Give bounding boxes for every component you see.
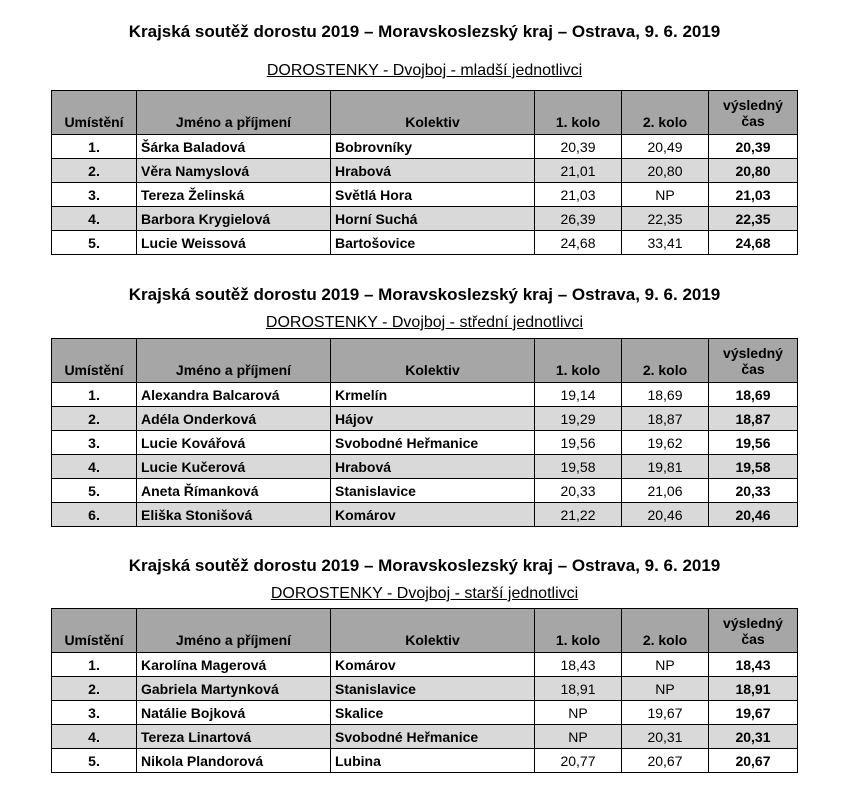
cell-final: 18,69 (709, 383, 798, 407)
cell-name: Šárka Baladová (137, 135, 331, 159)
cell-round2: NP (622, 183, 709, 207)
cell-round2: 19,62 (622, 431, 709, 455)
cell-team: Horní Suchá (331, 207, 535, 231)
cell-round1: 24,68 (535, 231, 622, 255)
header-round1: 1. kolo (535, 91, 622, 135)
cell-rank: 1. (52, 383, 137, 407)
header-final (709, 609, 798, 653)
cell-final: 21,03 (709, 183, 798, 207)
header-round2: 2. kolo (622, 609, 709, 653)
cell-rank: 2. (52, 159, 137, 183)
cell-round2: 19,81 (622, 455, 709, 479)
cell-round1: 21,03 (535, 183, 622, 207)
cell-round1: 21,22 (535, 503, 622, 527)
cell-final: 24,68 (709, 231, 798, 255)
cell-round2: 20,80 (622, 159, 709, 183)
table-row (52, 653, 798, 677)
table-body (52, 135, 798, 255)
results-table (51, 338, 798, 527)
table-row (52, 431, 798, 455)
cell-rank: 6. (52, 503, 137, 527)
cell-name: Gabriela Martynková (137, 677, 331, 701)
cell-round1: 20,33 (535, 479, 622, 503)
cell-rank: 4. (52, 725, 137, 749)
cell-round1: 20,39 (535, 135, 622, 159)
table-header-row (52, 339, 798, 383)
cell-team: Bobrovníky (331, 135, 535, 159)
section-title: Krajská soutěž dorostu 2019 – Moravskoslezský kraj – Ostrava, 9. 6. 2019 (128, 556, 721, 575)
cell-rank: 1. (52, 653, 137, 677)
cell-final: 20,33 (709, 479, 798, 503)
cell-final: 18,87 (709, 407, 798, 431)
cell-round1: 19,56 (535, 431, 622, 455)
cell-rank: 4. (52, 207, 137, 231)
cell-round1: NP (535, 701, 622, 725)
table-row (52, 677, 798, 701)
cell-team: Skalice (331, 701, 535, 725)
table-header-row (52, 609, 798, 653)
header-round1: 1. kolo (535, 609, 622, 653)
cell-rank: 3. (52, 701, 137, 725)
cell-team: Stanislavice (331, 677, 535, 701)
cell-team: Hrabová (331, 159, 535, 183)
table-row (52, 159, 798, 183)
results-table (51, 90, 798, 255)
cell-rank: 4. (52, 455, 137, 479)
cell-round2: 20,49 (622, 135, 709, 159)
cell-final: 18,91 (709, 677, 798, 701)
cell-round2: 18,69 (622, 383, 709, 407)
cell-rank: 3. (52, 183, 137, 207)
cell-team: Svobodné Heřmanice (331, 725, 535, 749)
cell-final: 19,67 (709, 701, 798, 725)
cell-round2: 21,06 (622, 479, 709, 503)
cell-name: Barbora Krygielová (137, 207, 331, 231)
header-round2: 2. kolo (622, 339, 709, 383)
table-body (52, 653, 798, 773)
cell-final: 20,80 (709, 159, 798, 183)
table-row (52, 383, 798, 407)
cell-name: Alexandra Balcarová (137, 383, 331, 407)
cell-name: Lucie Kučerová (137, 455, 331, 479)
table-row (52, 503, 798, 527)
cell-round1: 19,29 (535, 407, 622, 431)
header-final-line2: čas (741, 360, 765, 377)
cell-rank: 3. (52, 431, 137, 455)
table-row (52, 701, 798, 725)
cell-round1: 19,58 (535, 455, 622, 479)
cell-rank: 5. (52, 749, 137, 773)
cell-final: 18,43 (709, 653, 798, 677)
cell-name: Věra Namyslová (137, 159, 331, 183)
cell-team: Hájov (331, 407, 535, 431)
table-row (52, 479, 798, 503)
cell-final: 20,31 (709, 725, 798, 749)
header-final-line2: čas (741, 630, 765, 647)
cell-rank: 2. (52, 407, 137, 431)
cell-round2: 19,67 (622, 701, 709, 725)
section-title: Krajská soutěž dorostu 2019 – Moravskoslezský kraj – Ostrava, 9. 6. 2019 (128, 22, 721, 41)
section-subtitle: DOROSTENKY - Dvojboj - mladší jednotlivci (266, 62, 583, 79)
cell-team: Svobodné Heřmanice (331, 431, 535, 455)
cell-round2: NP (622, 677, 709, 701)
table-row (52, 455, 798, 479)
cell-round1: 19,14 (535, 383, 622, 407)
cell-name: Natálie Bojková (137, 701, 331, 725)
section-subtitle: DOROSTENKY - Dvojboj - střední jednotlivci (265, 314, 584, 331)
cell-name: Karolína Magerová (137, 653, 331, 677)
section-title: Krajská soutěž dorostu 2019 – Moravskoslezský kraj – Ostrava, 9. 6. 2019 (128, 285, 721, 304)
cell-round1: NP (535, 725, 622, 749)
header-rank: Umístění (52, 91, 137, 135)
table-header-row (52, 91, 798, 135)
header-final-line1: výsledný (723, 614, 783, 631)
cell-final: 22,35 (709, 207, 798, 231)
cell-round1: 26,39 (535, 207, 622, 231)
cell-final: 20,39 (709, 135, 798, 159)
cell-round2: 22,35 (622, 207, 709, 231)
header-final-line2: čas (741, 112, 765, 129)
cell-team: Světlá Hora (331, 183, 535, 207)
cell-name: Lucie Weissová (137, 231, 331, 255)
header-team: Kolektiv (331, 609, 535, 653)
header-final-line1: výsledný (723, 344, 783, 361)
cell-name: Aneta Římanková (137, 479, 331, 503)
table-body (52, 383, 798, 527)
cell-round2: 20,31 (622, 725, 709, 749)
header-final (709, 339, 798, 383)
table-row (52, 207, 798, 231)
cell-round2: 33,41 (622, 231, 709, 255)
cell-team: Krmelín (331, 383, 535, 407)
header-name: Jméno a příjmení (137, 609, 331, 653)
header-name: Jméno a příjmení (137, 339, 331, 383)
table-row (52, 135, 798, 159)
header-final-line1: výsledný (723, 96, 783, 113)
cell-round2: NP (622, 653, 709, 677)
cell-team: Hrabová (331, 455, 535, 479)
cell-name: Lucie Kovářová (137, 431, 331, 455)
header-name: Jméno a příjmení (137, 91, 331, 135)
cell-final: 20,46 (709, 503, 798, 527)
cell-round2: 20,46 (622, 503, 709, 527)
cell-rank: 2. (52, 677, 137, 701)
cell-team: Bartošovice (331, 231, 535, 255)
cell-round2: 18,87 (622, 407, 709, 431)
cell-final: 20,67 (709, 749, 798, 773)
header-team: Kolektiv (331, 91, 535, 135)
cell-final: 19,56 (709, 431, 798, 455)
cell-name: Eliška Stonišová (137, 503, 331, 527)
cell-round1: 20,77 (535, 749, 622, 773)
cell-final: 19,58 (709, 455, 798, 479)
cell-team: Stanislavice (331, 479, 535, 503)
cell-name: Nikola Plandorová (137, 749, 331, 773)
table-row (52, 749, 798, 773)
cell-name: Adéla Onderková (137, 407, 331, 431)
cell-round2: 20,67 (622, 749, 709, 773)
cell-rank: 5. (52, 479, 137, 503)
cell-rank: 5. (52, 231, 137, 255)
results-table (51, 608, 798, 773)
cell-rank: 1. (52, 135, 137, 159)
header-rank: Umístění (52, 339, 137, 383)
header-round2: 2. kolo (622, 91, 709, 135)
cell-name: Tereza Želinská (137, 183, 331, 207)
table-row (52, 407, 798, 431)
cell-team: Lubina (331, 749, 535, 773)
table-row (52, 231, 798, 255)
section-subtitle: DOROSTENKY - Dvojboj - starší jednotlivci (270, 585, 579, 602)
header-rank: Umístění (52, 609, 137, 653)
cell-round1: 18,43 (535, 653, 622, 677)
cell-round1: 21,01 (535, 159, 622, 183)
table-row (52, 183, 798, 207)
cell-team: Komárov (331, 653, 535, 677)
cell-name: Tereza Linartová (137, 725, 331, 749)
header-final (709, 91, 798, 135)
table-row (52, 725, 798, 749)
header-round1: 1. kolo (535, 339, 622, 383)
cell-round1: 18,91 (535, 677, 622, 701)
header-team: Kolektiv (331, 339, 535, 383)
cell-team: Komárov (331, 503, 535, 527)
